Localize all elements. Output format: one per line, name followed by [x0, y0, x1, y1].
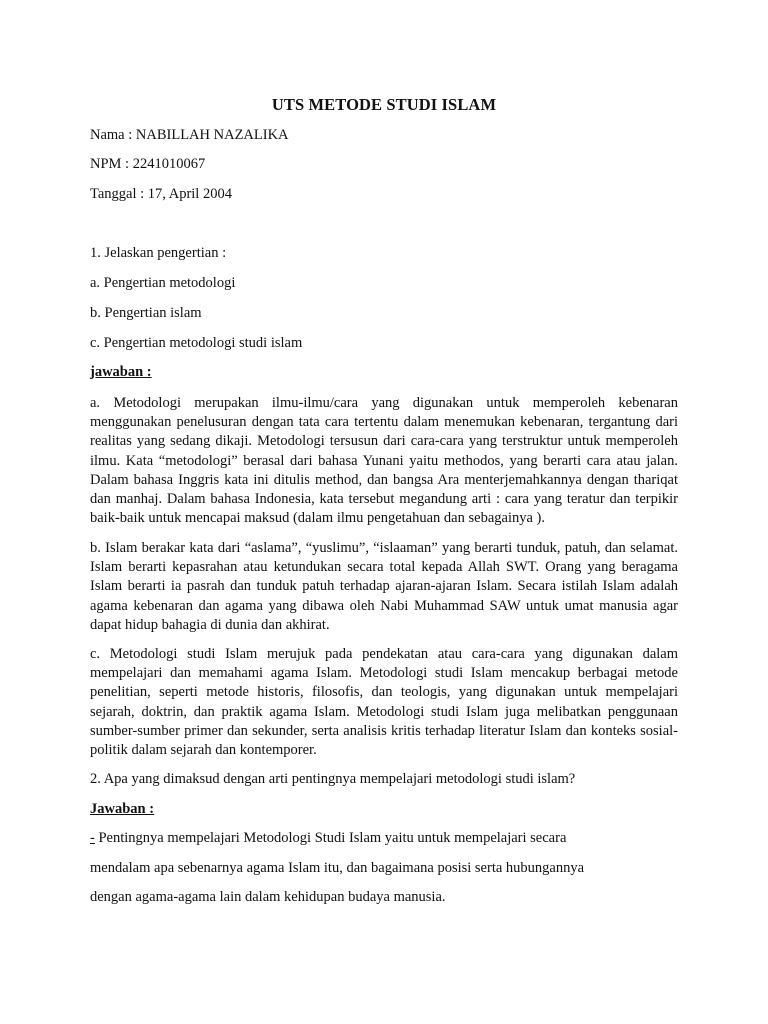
question-1-prompt: 1. Jelaskan pengertian : [90, 245, 227, 261]
answer-1-paragraph-a: a. Metodologi merupakan ilmu-ilmu/cara yang digunakan untuk memperoleh kebenaran menggunakan penelusuran dengan tata cara tertentu dalam menemukan kebenaran, tergantung dari realitas yang sedang dikaji. Metodologi tersusun dari cara-cara yang terstruktur untuk memperoleh ilmu. Kata “metodologi” berasal dari bahasa Yunani yaitu methodos, yang berarti cara atau jalan. Dalam bahasa Inggris kata ini ditulis method, dan bangsa Ara menterjemahkannya dengan thariqat dan manhaj. Dalam bahasa Indonesia, kata tersebut megandung arti : cara yang teratur dan terpikir baik-baik untuk mencapai maksud (dalam ilmu pengetahuan dan sebagainya ). [90, 395, 678, 527]
question-1-item-a: a. Pengertian metodologi [90, 275, 236, 291]
answer-2-line-1 [90, 830, 566, 847]
document-title: UTS METODE STUDI ISLAM [271, 95, 497, 114]
exam-date: Tanggal : 17, April 2004 [90, 186, 232, 202]
question-2-prompt: 2. Apa yang dimaksud dengan arti pentingnya mempelajari metodologi studi islam? [90, 771, 576, 787]
answer-2-line-1-text: Pentingnya mempelajari Metodologi Studi Islam yaitu untuk mempelajari secara [94, 830, 567, 846]
answer-2-heading: Jawaban : [90, 801, 155, 817]
answer-2-line-2: mendalam apa sebenarnya agama Islam itu, dan bagaimana posisi serta hubungannya [90, 860, 585, 876]
student-npm: NPM : 2241010067 [90, 156, 206, 172]
answer-1-heading: jawaban : [90, 364, 152, 380]
question-1-item-c: c. Pengertian metodologi studi islam [90, 335, 303, 351]
answer-2-line-3: dengan agama-agama lain dalam kehidupan budaya manusia. [90, 889, 446, 905]
question-1-item-b: b. Pengertian islam [90, 305, 202, 321]
answer-2-dash: - [90, 830, 95, 846]
answer-1-paragraph-c: c. Metodologi studi Islam merujuk pada pendekatan atau cara-cara yang digunakan dalam mempelajari dan memahami agama Islam. Metodologi studi Islam mencakup berbagai metode penelitian, seperti metode historis, filosofis, dan teologis, yang digunakan untuk mempelajari sejarah, doktrin, dan praktik agama Islam. Metodologi studi Islam juga melibatkan penggunaan sumber-sumber primer dan sekunder, serta analisis kritis terhadap literatur Islam dan konteks sosial-politik dalam sejarah dan kontemporer. [90, 646, 678, 759]
answer-1-paragraph-b: b. Islam berakar kata dari “aslama”, “yuslimu”, “islaaman” yang berarti tunduk, patuh, dan selamat. Islam berarti kepasrahan atau ketundukan secara total kepada Allah SWT. Orang yang beragama Islam berarti ia pasrah dan tunduk patuh terhadap ajaran-ajaran Islam. Secara istilah Islam adalah agama kebenaran dan agama yang dibawa oleh Nabi Muhammad SAW untuk umat manusia agar dapat hidup bahagia di dunia dan akhirat. [90, 540, 678, 633]
student-name: Nama : NABILLAH NAZALIKA [90, 127, 289, 143]
